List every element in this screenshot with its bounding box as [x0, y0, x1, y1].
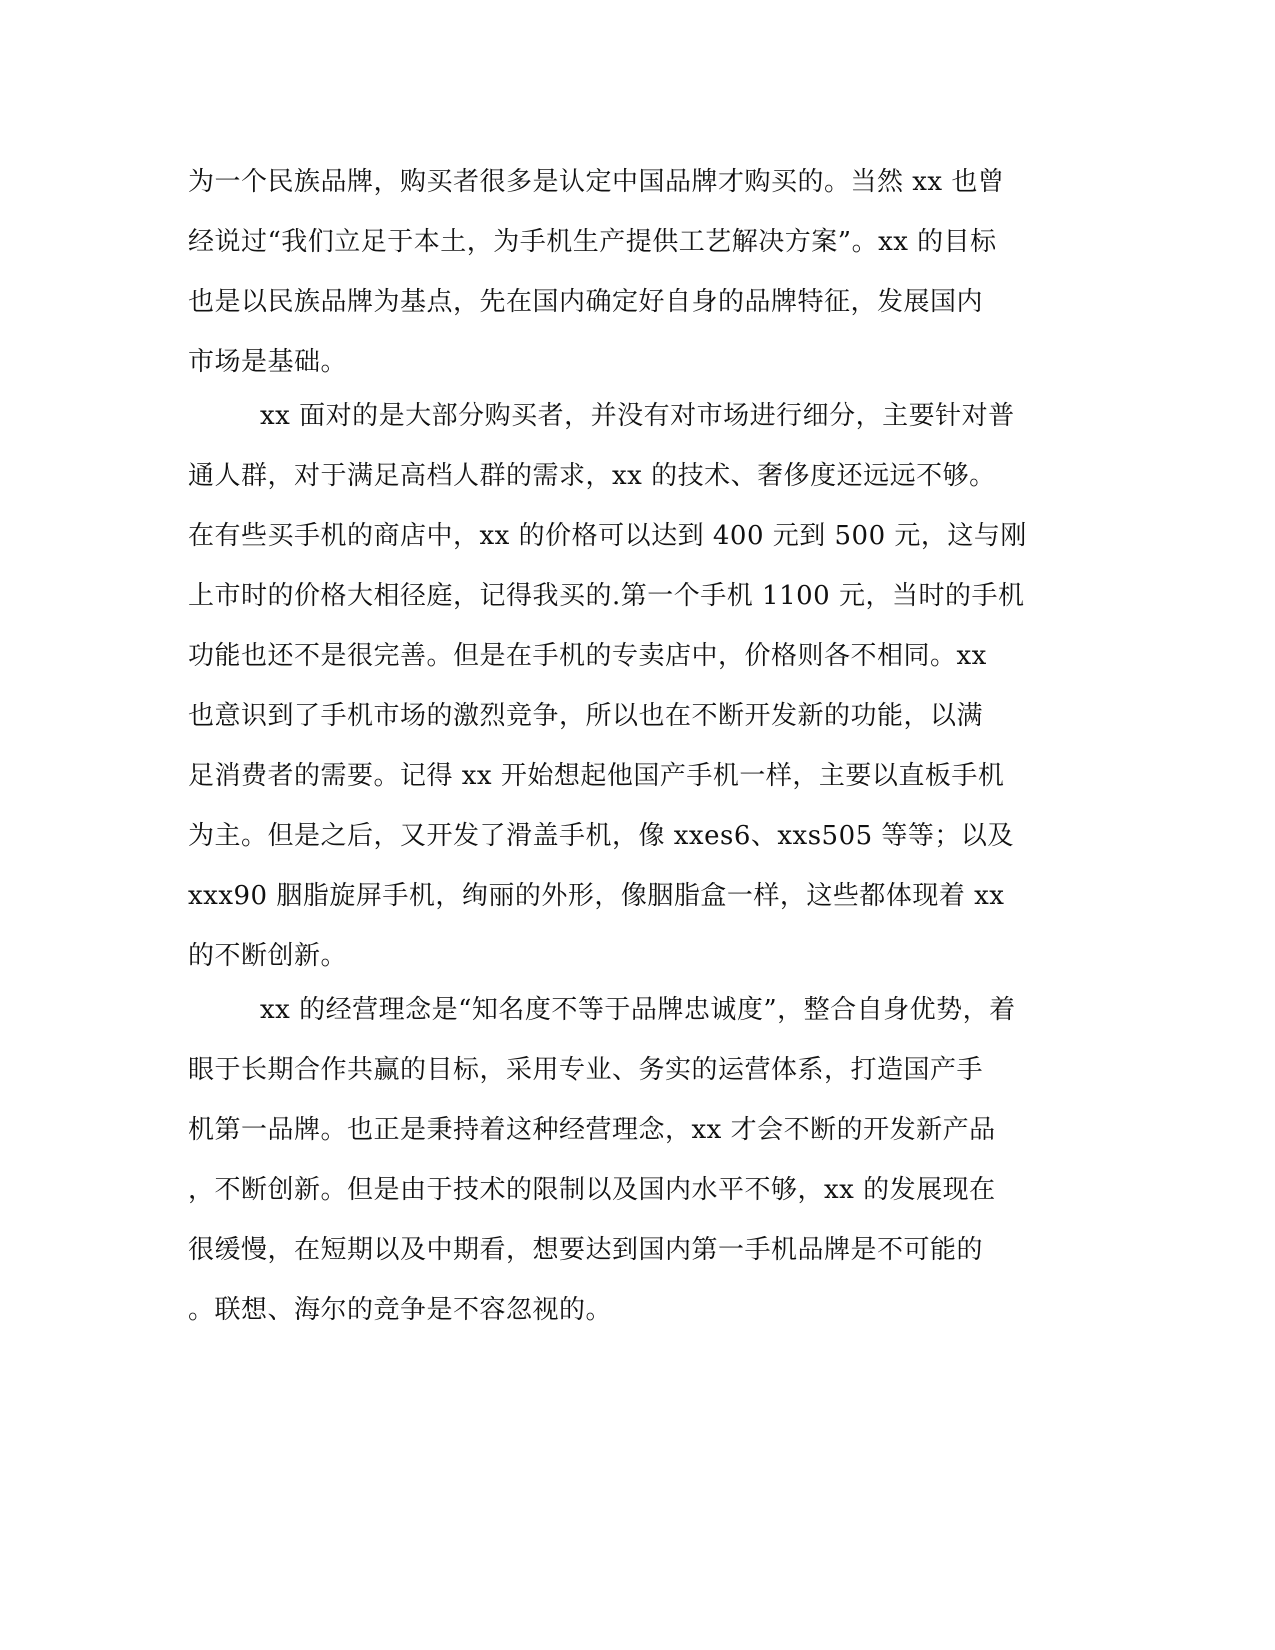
paragraph-line: 功能也还不是很完善。但是在手机的专卖店中，价格则各不相同。xx	[188, 641, 987, 671]
paragraph-line: xx 的经营理念是“知名度不等于品牌忠诚度”，整合自身优势，着	[260, 995, 1016, 1025]
paragraph-line: xxx90 胭脂旋屏手机，绚丽的外形，像胭脂盒一样，这些都体现着 xx	[188, 881, 1005, 911]
paragraph-line: ，不断创新。但是由于技术的限制以及国内水平不够，xx 的发展现在	[188, 1175, 996, 1205]
paragraph-3	[188, 980, 1068, 1340]
paragraph-line: 市场是基础。	[188, 347, 348, 377]
paragraph-line: 眼于长期合作共赢的目标，采用专业、务实的运营体系，打造国产手	[188, 1055, 984, 1085]
paragraph-line: 经说过“我们立足于本土，为手机生产提供工艺解决方案”。xx 的目标	[188, 227, 997, 257]
paragraph-2	[188, 386, 1068, 986]
paragraph-line: 也是以民族品牌为基点，先在国内确定好自身的品牌特征，发展国内	[188, 287, 984, 317]
paragraph-line: 为一个民族品牌，购买者很多是认定中国品牌才购买的。当然 xx 也曾	[188, 167, 1005, 197]
paragraph-line: xx 面对的是大部分购买者，并没有对市场进行细分，主要针对普	[260, 401, 1015, 431]
paragraph-line: 通人群，对于满足高档人群的需求，xx 的技术、奢侈度还远远不够。	[188, 461, 996, 491]
paragraph-line: 的不断创新。	[188, 941, 348, 971]
paragraph-line: 上市时的价格大相径庭，记得我买的.第一个手机 1100 元，当时的手机	[188, 581, 1025, 611]
paragraph-1	[188, 152, 1068, 392]
paragraph-line: 足消费者的需要。记得 xx 开始想起他国产手机一样，主要以直板手机	[188, 761, 1005, 791]
paragraph-line: 在有些买手机的商店中，xx 的价格可以达到 400 元到 500 元，这与刚	[188, 521, 1027, 551]
paragraph-line: 也意识到了手机市场的激烈竞争，所以也在不断开发新的功能，以满	[188, 701, 984, 731]
paragraph-line: 。联想、海尔的竞争是不容忽视的。	[188, 1295, 613, 1325]
paragraph-line: 很缓慢，在短期以及中期看，想要达到国内第一手机品牌是不可能的	[188, 1235, 984, 1265]
paragraph-line: 机第一品牌。也正是秉持着这种经营理念，xx 才会不断的开发新产品	[188, 1115, 996, 1145]
paragraph-line: 为主。但是之后，又开发了滑盖手机，像 xxes6、xxs505 等等；以及	[188, 821, 1014, 851]
